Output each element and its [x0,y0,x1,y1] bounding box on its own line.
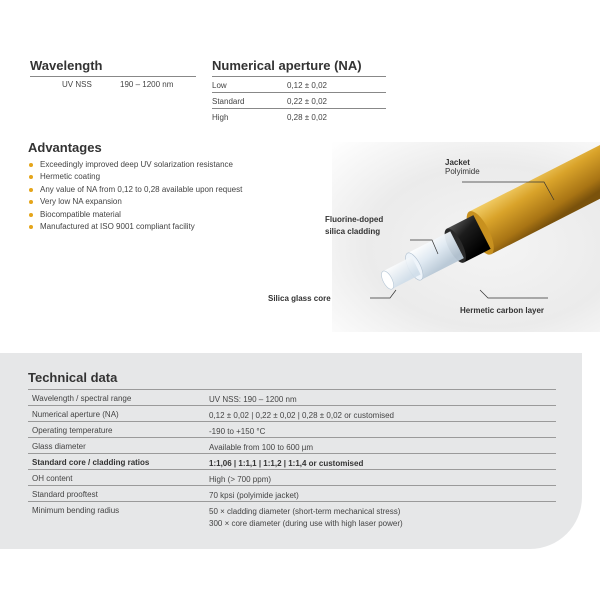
advantage-item [28,184,288,196]
core-label: Silica glass core [268,294,331,303]
tech-row [28,405,556,421]
tech-value: -190 to +150 °C [209,427,266,436]
na-value: 0,28 ± 0,02 [287,113,327,122]
core-callout [268,294,331,303]
advantages-list [28,159,288,233]
tech-key: OH content [32,474,73,483]
advantages-title: Advantages [28,140,102,155]
tech-value [209,506,403,529]
na-label: High [212,113,229,122]
tech-key: Operating temperature [32,426,113,435]
tech-row [28,389,556,405]
advantage-item [28,196,288,208]
na-value: 0,22 ± 0,02 [287,97,327,106]
tech-value: UV NSS: 190 – 1200 nm [209,395,297,404]
tech-value-line-2: 300 × core diameter (during use with high laser power) [209,518,403,528]
tech-value: Available from 100 to 600 µm [209,443,314,452]
advantage-text: Very low NA expansion [40,197,122,207]
tech-row [28,501,556,533]
na-title: Numerical aperture (NA) [212,58,362,73]
wavelength-divider [30,76,196,77]
advantage-text: Exceedingly improved deep UV solarization resistance [40,160,233,169]
na-table [212,76,386,124]
advantage-item [28,209,288,221]
na-label: Standard [212,97,245,106]
na-value: 0,12 ± 0,02 [287,81,327,90]
jacket-label: Jacket [445,158,470,167]
tech-value: 1:1,06 | 1:1,1 | 1:1,2 | 1:1,4 or customised [209,459,364,468]
tech-row [28,485,556,501]
jacket-callout [445,158,480,176]
bullet-icon [29,213,33,217]
tech-row [28,437,556,453]
tech-key: Glass diameter [32,442,86,451]
tech-row [28,469,556,485]
advantage-item [28,159,288,171]
tech-value-line-1: 50 × cladding diameter (short-term mechanical stress) [209,507,401,516]
bullet-icon [29,175,33,179]
tech-key: Standard prooftest [32,490,98,499]
carbon-label: Hermetic carbon layer [460,306,545,315]
cladding-label-1: Fluorine-doped [325,215,384,224]
carbon-callout [460,306,544,315]
wavelength-label: UV NSS [62,80,92,89]
tech-row [28,453,556,469]
tech-key: Standard core / cladding ratios [32,458,150,467]
advantage-text: Hermetic coating [40,172,101,182]
technical-data-table [28,389,556,533]
tech-key: Wavelength / spectral range [32,394,132,403]
na-row [212,92,386,108]
wavelength-title: Wavelength [30,58,103,73]
wavelength-value: 190 – 1200 nm [120,80,174,89]
tech-value: 0,12 ± 0,02 | 0,22 ± 0,02 | 0,28 ± 0,02 or customised [209,411,394,420]
tech-value: 70 kpsi (polyimide jacket) [209,491,299,500]
advantage-text: Biocompatible material [40,209,121,219]
jacket-material: Polyimide [445,167,480,176]
na-row [212,108,386,124]
bullet-icon [29,225,33,229]
bullet-icon [29,200,33,204]
advantage-text: Manufactured at ISO 9001 compliant facility [40,222,195,232]
tech-row [28,421,556,437]
bullet-icon [29,163,33,167]
technical-data-title: Technical data [28,370,118,385]
tech-key: Minimum bending radius [32,506,120,515]
na-row [212,76,386,92]
cladding-label-2: silica cladding [325,227,381,236]
na-label: Low [212,81,227,90]
bullet-icon [29,188,33,192]
cladding-callout [325,214,383,238]
advantage-text: Any value of NA from 0,12 to 0,28 available upon request [40,184,243,194]
tech-key: Numerical aperture (NA) [32,410,119,419]
advantage-item [28,221,288,233]
tech-value: High (> 700 ppm) [209,475,272,484]
advantage-item [28,171,288,183]
